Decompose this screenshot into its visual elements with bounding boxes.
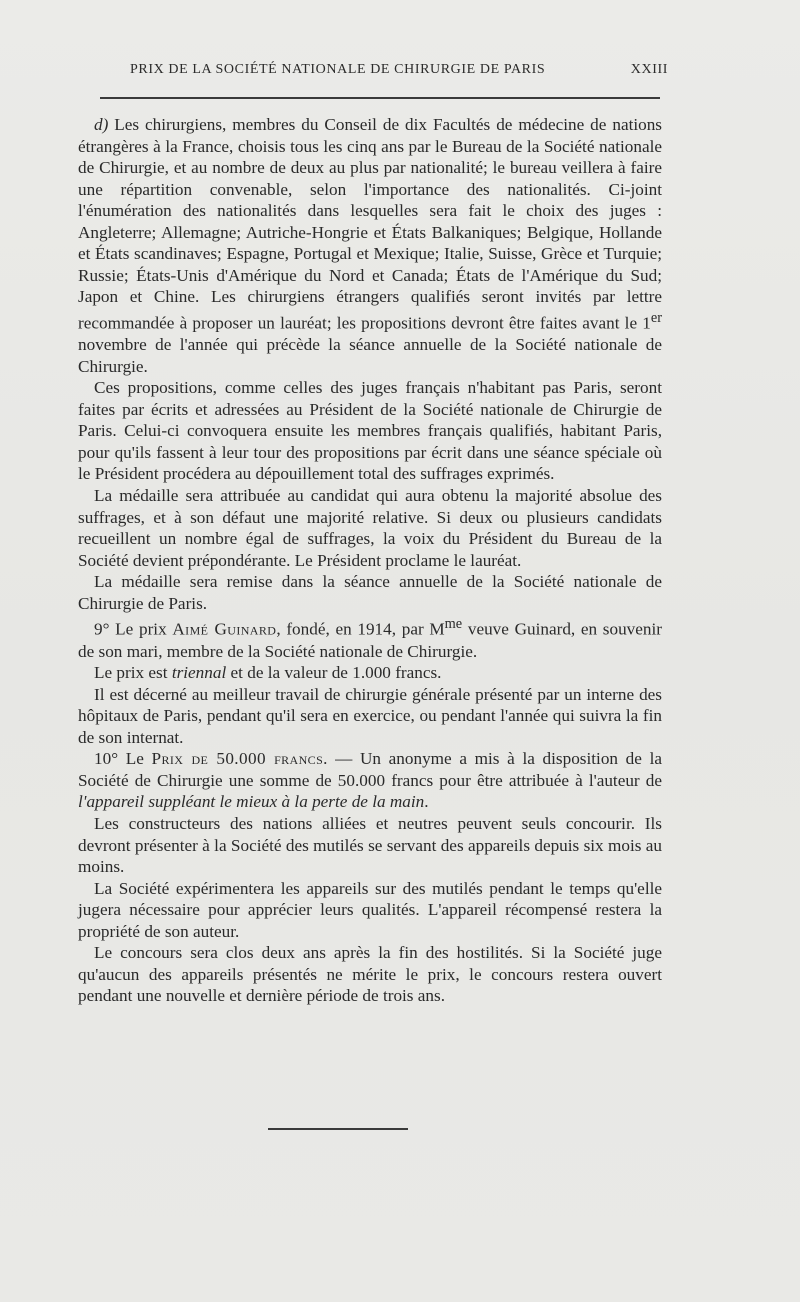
body-text	[78, 114, 662, 1007]
prize-name: Aimé Guinard	[172, 620, 277, 640]
paragraph-triennal: Le prix est triennal et de la valeur de 1.000 francs.	[94, 663, 442, 683]
paragraph-medal-majority: La médaille sera attribuée au candidat qui aura obtenu la majorité absolue des suffrages, et à son défaut une majorité relative. Si deux ou plusieurs candidats recueillent un nombre égal de suffrages, la voix du Président du Bureau de la Société devient prépondérante. Le Président proclame le lauréat.	[78, 486, 662, 570]
header-title: PRIX DE LA SOCIÉTÉ NATIONALE DE CHIRURGIE DE PARIS	[130, 62, 546, 77]
paragraph-prix-50000: 10° Le Prix de 50.000 francs. — Un anonyme a mis à la disposition de la Société de Chirurgie une somme de 50.000 francs pour être attribuée à l'auteur de l'appareil suppléant le mieux à la perte de la main.	[78, 749, 662, 812]
running-header	[78, 62, 668, 84]
paragraph-prix-guinard: 9° Le prix Aimé Guinard, fondé, en 1914, par $M^{me}$ veuve Guinard, en souvenir de son mari, membre de la Société nationale de Chirurgie.	[78, 616, 663, 661]
paragraph-experimentation: La Société expérimentera les appareils sur des mutilés pendant le temps qu'elle jugera nécessaire pour apprécier leurs qualités. L'appareil récompensé restera la propriété de son auteur.	[78, 878, 662, 941]
prize-name: Prix de 50.000 francs	[151, 749, 324, 769]
paragraph-contest-closing: Le concours sera clos deux ans après la fin des hostilités. Si la Société juge qu'aucun des appareils présentés ne mérite le prix, le concours restera ouvert pendant une nouvelle et dernière période de trois ans.	[78, 943, 662, 1006]
paragraph-medal-handover: La médaille sera remise dans la séance annuelle de la Société nationale de Chirurgie de Paris.	[78, 572, 662, 613]
paragraph-award-criteria: Il est décerné au meilleur travail de chirurgie générale présenté par un interne des hôpitaux de Paris, pendant qu'il sera en exercice, ou pendant l'année qui suivra la fin de son internat.	[78, 684, 662, 747]
item-label: d)	[94, 115, 109, 134]
paragraph-propositions: Ces propositions, comme celles des juges français n'habitant pas Paris, seront faites par écrits et adressées au Président de la Société nationale de Chirurgie de Paris. Celui-ci convoquera ensuite les membres français qualifiés, habitant Paris, pour qu'ils fassent à leur tour des propositions par écrit dans une séance spéciale où le Président procédera au dépouillement total des suffrages exprimés.	[78, 378, 662, 484]
paragraph-d-foreign-surgeons: d) Les chirurgiens, membres du Conseil de dix Facultés de médecine de nations étrangères à la France, choisis tous les cinq ans par le Bureau de la Société nationale de Chirurgie, et au nombre de deux au plus par nationalité; le bureau veillera à faire une répartition convenable, selon l'importance des nationalités. Ci-joint l'énumération des nationalités dans lesquelles sera fait le choix des juges : Angleterre; Allemagne; Autriche-Hongrie et États Balkaniques; Belgique, Hollande et États scandinaves; Espagne, Portugal et Mexique; Italie, Suisse, Grèce et Turquie; Russie; États-Unis d'Amérique du Nord et Canada; États de l'Amérique du Sud; Japon et Chine. Les chirurgiens étrangers qualifiés seront invités par lettre recommandée à proposer un lauréat; les propositions devront être faites avant le 1er novembre de l'année qui précède la séance annuelle de la Société nationale de Chirurgie.	[78, 115, 662, 376]
end-rule	[268, 1128, 408, 1130]
header-rule	[100, 97, 660, 99]
paragraph-constructors: Les constructeurs des nations alliées et neutres peuvent seuls concourir. Ils devront présenter à la Société des mutilés se servant des appareils depuis six mois au moins.	[78, 813, 662, 877]
page-number: XXIII	[630, 62, 668, 77]
